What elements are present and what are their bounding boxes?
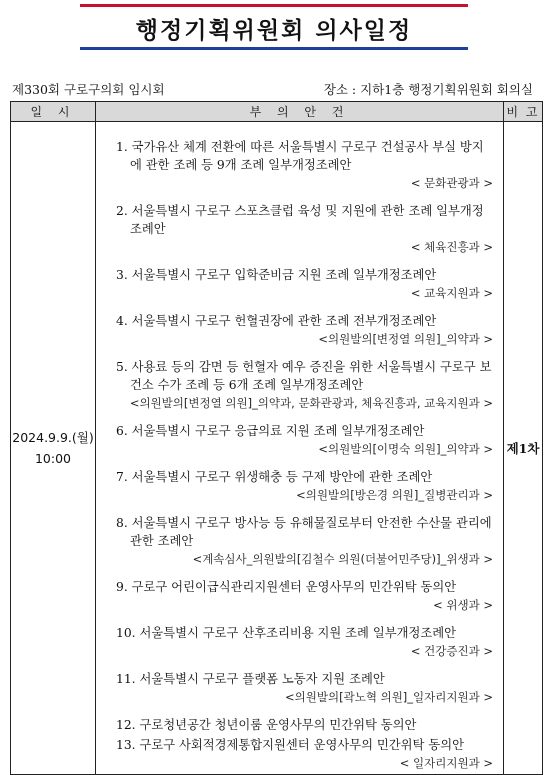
date-cell (11, 122, 96, 775)
agenda-item-dept: <의원발의[이명숙 의원]_의약과 > (318, 442, 493, 456)
agenda-item-title: 2. 서울특별시 구로구 스포츠클럽 육성 및 지원에 관한 조례 일부개정조례안 (116, 204, 484, 236)
agenda-item-title: 7. 서울특별시 구로구 위생해충 등 구제 방안에 관한 조례안 (116, 470, 433, 484)
agenda-item-dept: <의원발의[변정열 의원]_의약과 > (318, 332, 493, 346)
meeting-time: 10:00 (34, 451, 72, 466)
agenda-item-title: 5. 사용료 등의 감면 등 헌혈자 예우 증진을 위한 서울특별시 구로구 보건소 수가 조례 등 6개 조례 일부개정조례안 (116, 360, 492, 392)
title-block (80, 4, 468, 50)
agenda-item-dept: < 일자리지원과 > (399, 756, 493, 770)
header-date: 일 시 (11, 102, 96, 122)
agenda-item-dept: <계속심사_의원발의[김철수 의원(더불어민주당)]_위생과 > (192, 552, 493, 566)
list-item (116, 138, 493, 192)
note-cell: 제1차 (504, 122, 543, 775)
list-item (116, 266, 493, 302)
agenda-item-dept: < 위생과 > (433, 598, 493, 612)
agenda-item-dept: <의원발의[곽노혁 의원]_일자리지원과 > (285, 690, 493, 704)
list-item (116, 202, 493, 256)
list-item (116, 468, 493, 504)
meeting-location: 장소 : 지하1층 행정기획위원회 회의실 (323, 82, 533, 97)
list-item (116, 358, 493, 412)
list-item (116, 716, 493, 734)
table-header-row (11, 102, 543, 122)
agenda-item-title: 12. 구로청년공간 청년이룸 운영사무의 민간위탁 동의안 (116, 718, 417, 732)
list-item (116, 422, 493, 458)
agenda-item-title: 11. 서울특별시 구로구 플랫폼 노동자 지원 조례안 (116, 672, 385, 686)
list-item (116, 624, 493, 660)
session-name: 제330회 구로구의회 임시회 (12, 82, 165, 97)
agenda-item-dept: < 교육지원과 > (410, 286, 493, 300)
agenda-items-cell (96, 122, 504, 775)
agenda-item-dept: < 체육진흥과 > (410, 240, 493, 254)
list-item (116, 670, 493, 706)
agenda-item-title: 13. 구로구 사회적경제통합지원센터 운영사무의 민간위탁 동의안 (116, 738, 464, 752)
meeting-date: 2024.9.9.(월) (12, 430, 94, 445)
agenda-item-dept: < 문화관광과 > (410, 176, 493, 190)
list-item (116, 578, 493, 614)
agenda-list (96, 122, 503, 772)
page-title: 행정기획위원회 의사일정 (135, 18, 413, 44)
list-item (116, 736, 493, 772)
agenda-item-title: 3. 서울특별시 구로구 입학준비금 지원 조례 일부개정조례안 (116, 268, 437, 282)
list-item (116, 312, 493, 348)
agenda-item-title: 4. 서울특별시 구로구 헌혈권장에 관한 조례 전부개정조례안 (116, 314, 437, 328)
agenda-table (10, 101, 543, 775)
agenda-item-title: 10. 서울특별시 구로구 산후조리비용 지원 조례 일부개정조례안 (116, 626, 456, 640)
list-item (116, 514, 493, 568)
title-bottom-rule (80, 47, 468, 50)
table-body-row (11, 122, 543, 775)
agenda-item-dept: <의원발의[변정열 의원]_의약과, 문화관광과, 체육진흥과, 교육지원과 > (129, 396, 493, 410)
agenda-item-title: 8. 서울특별시 구로구 방사능 등 유해물질로부터 안전한 수산물 관리에 관한 조례안 (116, 516, 492, 548)
agenda-item-dept: <의원발의[방은경 의원]_질병관리과 > (296, 488, 493, 502)
agenda-item-dept: < 건강증진과 > (410, 644, 493, 658)
agenda-item-title: 6. 서울특별시 구로구 응급의료 지원 조례 일부개정조례안 (116, 424, 425, 438)
header-note: 비 고 (504, 102, 543, 122)
header-agenda: 부 의 안 건 (96, 102, 504, 122)
agenda-item-title: 9. 구로구 어린이급식관리지원센터 운영사무의 민간위탁 동의안 (116, 580, 457, 594)
title-top-rule (80, 4, 468, 7)
agenda-item-title: 1. 국가유산 체계 전환에 따른 서울특별시 구로구 건설공사 부실 방지에 관한 조례 등 9개 조례 일부개정조례안 (116, 140, 484, 172)
